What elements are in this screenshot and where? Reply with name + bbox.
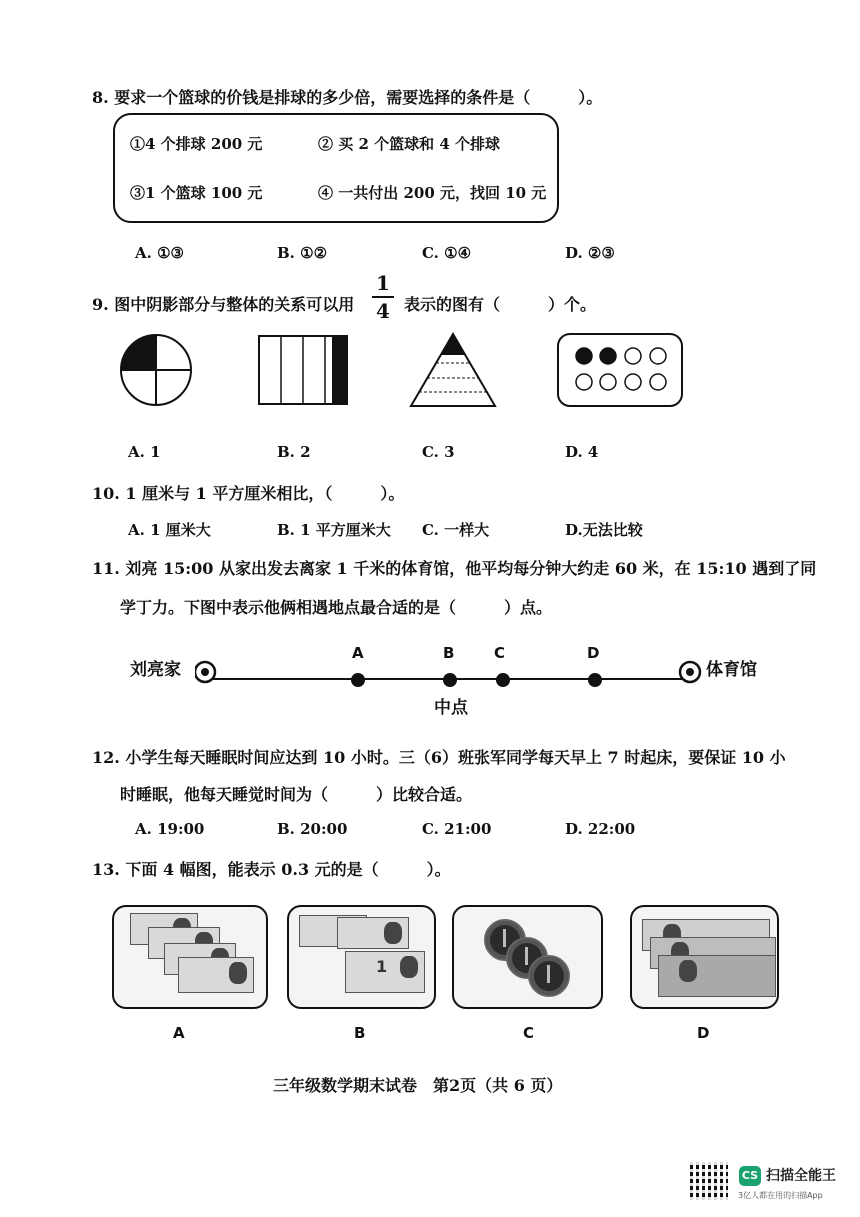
camscanner-logo-icon: CS <box>739 1166 761 1186</box>
q8-condition-3: ③1 个篮球 100 元 <box>130 184 263 202</box>
q8-option-b: B. ①② <box>277 244 328 262</box>
q13-label-d: D <box>697 1024 710 1042</box>
q11-start-label: 刘亮家 <box>130 660 181 680</box>
q9-figure-dots <box>558 334 682 406</box>
q10-option-b: B. 1 平方厘米大 <box>277 521 391 539</box>
q12-option-b: B. 20:00 <box>277 820 348 838</box>
q9-option-a: A. 1 <box>128 443 161 461</box>
q11-point-d-label: D <box>587 644 600 662</box>
q12-option-a: A. 19:00 <box>135 820 205 838</box>
banknote-image <box>337 917 409 949</box>
q9-figure-circle <box>121 335 191 405</box>
q8-condition-4: ④ 一共付出 200 元，找回 10 元 <box>318 184 547 202</box>
q9-option-c: C. 3 <box>422 443 455 461</box>
q11-point-a-label: A <box>352 644 364 662</box>
q9-text-before: 9. 图中阴影部分与整体的关系可以用 <box>92 295 355 314</box>
q11-point-b-label: B <box>443 644 455 662</box>
q8-option-a: A. ①③ <box>135 244 184 262</box>
q13-label-a: A <box>173 1024 185 1042</box>
q13-picture-d <box>630 905 779 1009</box>
point-b-dot <box>443 673 457 687</box>
q12-text-line2: 时睡眠，他每天睡觉时间为（ ）比较合适。 <box>120 785 473 804</box>
q9-fraction <box>372 272 394 322</box>
q13-label-c: C <box>523 1024 535 1042</box>
q8-condition-2: ② 买 2 个篮球和 4 个排球 <box>318 135 500 153</box>
q10-option-c: C. 一样大 <box>422 521 490 539</box>
q13-picture-a <box>112 905 268 1009</box>
home-target-icon <box>195 662 215 682</box>
q13-picture-b <box>287 905 436 1009</box>
stadium-target-icon <box>680 662 700 682</box>
point-d-dot <box>588 673 602 687</box>
q13-picture-c <box>452 905 603 1009</box>
q10-text: 10. 1 厘米与 1 平方厘米相比，（ ）。 <box>92 484 405 503</box>
q11-text-line2: 学丁力。下图中表示他俩相遇地点最合适的是（ ）点。 <box>120 598 553 617</box>
q9-fraction-numerator: 1 <box>376 271 390 295</box>
point-a-dot <box>351 673 365 687</box>
banknote-image <box>658 955 776 997</box>
q11-end-label: 体育馆 <box>706 660 757 680</box>
q8-option-c: C. ①④ <box>422 244 472 262</box>
q9-figure-rectangle <box>259 336 347 404</box>
q8-condition-1: ①4 个排球 200 元 <box>130 135 263 153</box>
q9-option-b: B. 2 <box>277 443 311 461</box>
banknote-image <box>178 957 254 993</box>
q12-option-c: C. 21:00 <box>422 820 492 838</box>
q10-option-a: A. 1 厘米大 <box>128 521 211 539</box>
q9-text-after: 表示的图有（ ）个。 <box>404 295 597 314</box>
q10-option-d: D.无法比较 <box>565 521 643 539</box>
q11-midpoint-label: 中点 <box>434 698 468 718</box>
q12-option-d: D. 22:00 <box>565 820 636 838</box>
q13-text: 13. 下面 4 幅图，能表示 0.3 元的是（ ）。 <box>92 860 451 879</box>
banknote-image: 1 <box>345 951 425 993</box>
point-c-dot <box>496 673 510 687</box>
qr-code-icon <box>690 1162 728 1200</box>
q9-option-d: D. 4 <box>565 443 599 461</box>
q9-figures <box>118 330 698 412</box>
q11-point-c-label: C <box>494 644 506 662</box>
q11-text-line1: 11. 刘亮 15:00 从家出发去离家 1 千米的体育馆，他平均每分钟大约走 60 米，在 15:10 遇到了同 <box>92 559 817 578</box>
q13-label-b: B <box>354 1024 366 1042</box>
watermark-app-name: 扫描全能王 <box>766 1168 836 1184</box>
q9-figure-triangle <box>411 334 495 406</box>
q12-text-line1: 12. 小学生每天睡眠时间应达到 10 小时。三（6）班张军同学每天早上 7 时起床，要保证 10 小 <box>92 748 786 767</box>
page-footer: 三年级数学期末试卷 第2页（共 6 页） <box>273 1076 563 1095</box>
watermark-tagline: 3亿人都在用的扫描App <box>738 1191 823 1200</box>
q8-option-d: D. ②③ <box>565 244 615 262</box>
q8-condition-box <box>113 113 559 223</box>
coin-image <box>528 955 570 997</box>
q9-fraction-denominator: 4 <box>376 299 390 323</box>
q9-fraction-bar <box>372 296 394 298</box>
q8-text: 8. 要求一个篮球的价钱是排球的多少倍，需要选择的条件是（ ）。 <box>92 88 603 107</box>
